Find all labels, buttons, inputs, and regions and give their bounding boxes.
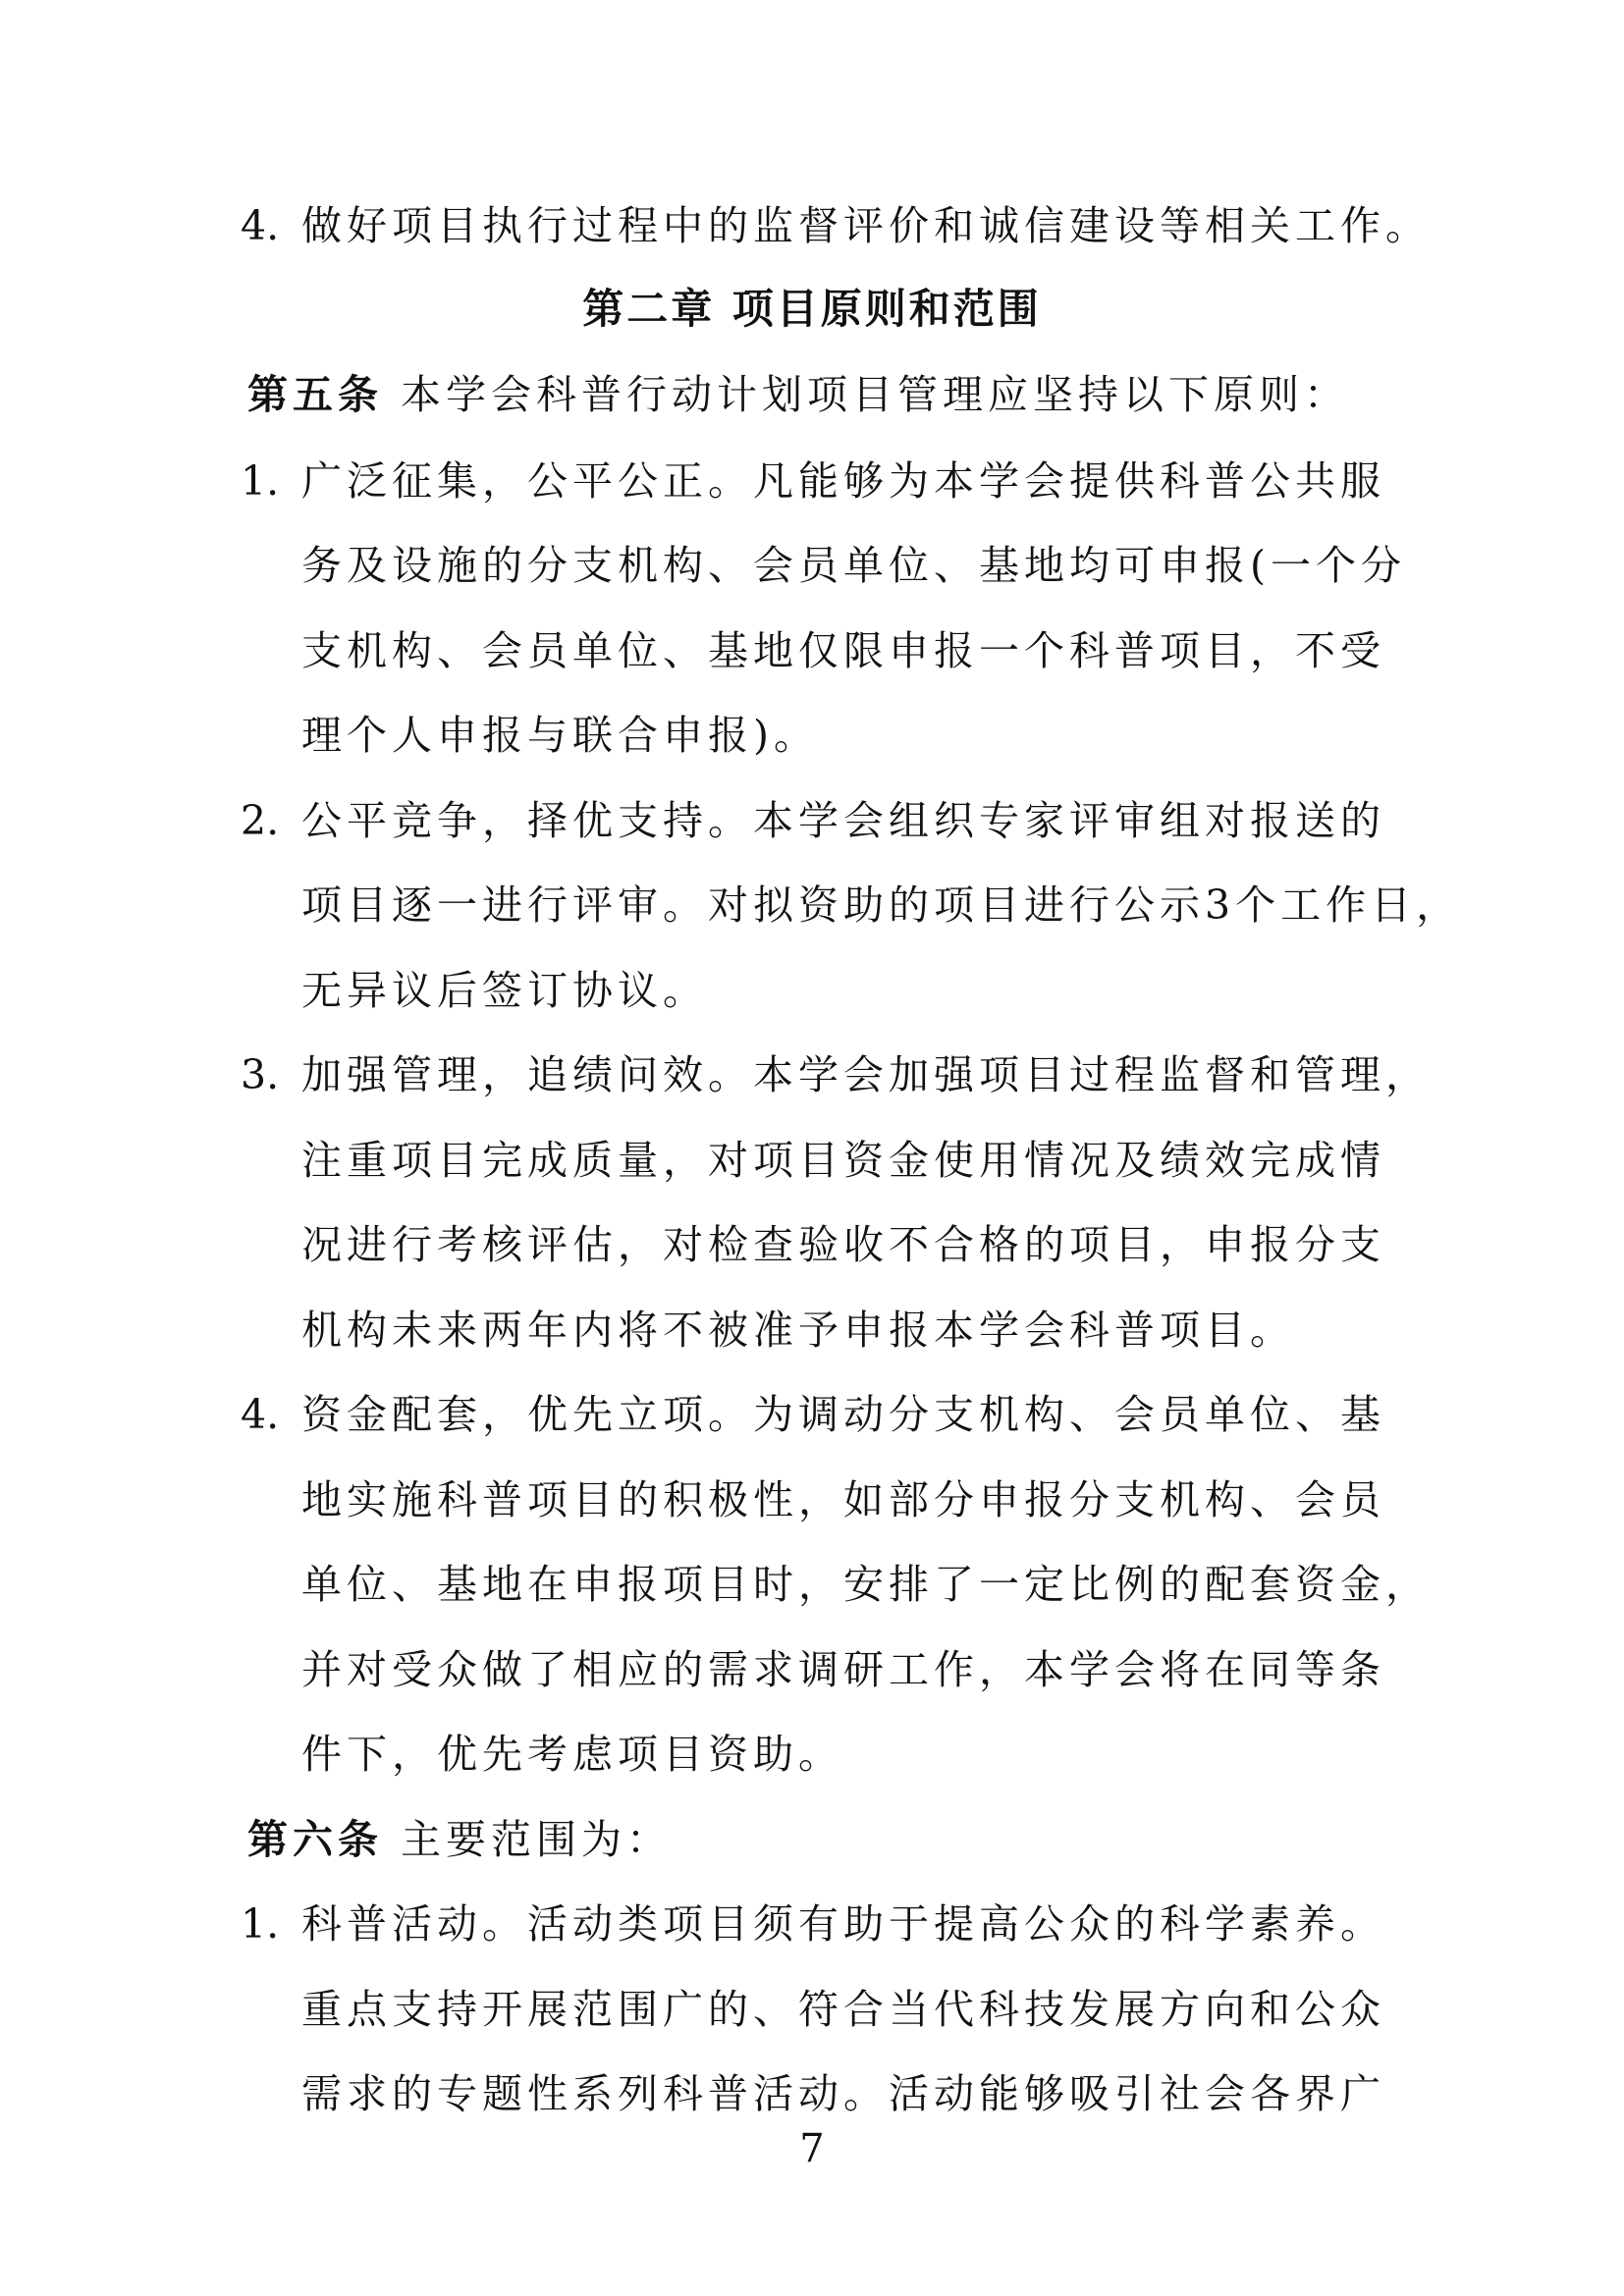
chapter-heading: 第二章 项目原则和范围: [582, 285, 1042, 333]
list-number: 1.: [241, 457, 280, 505]
principle-4-line-4: 并对受众做了相应的需求调研工作，本学会将在同等条: [301, 1646, 1385, 1693]
article-text: 主要范围为：: [383, 1816, 673, 1863]
list-number: 4.: [241, 1391, 280, 1438]
list-number: 4.: [241, 202, 280, 249]
scope-1-line-1: [241, 1895, 1385, 1953]
list-text: 公平竞争，择优支持。本学会组织专家评审组对报送的: [301, 797, 1385, 844]
principle-1-line-1: [241, 452, 1385, 510]
principle-2-line-2: 项目逐一进行评审。对拟资助的项目进行公示3个工作日，: [301, 881, 1462, 929]
principle-1-line-2: 务及设施的分支机构、会员单位、基地均可申报(一个分: [301, 542, 1406, 589]
list-text: 加强管理，追绩问效。本学会加强项目过程监督和管理，: [301, 1051, 1431, 1098]
principle-4-line-2: 地实施科普项目的积极性，如部分申报分支机构、会员: [301, 1476, 1385, 1523]
principle-2-line-1: [241, 791, 1385, 850]
list-number: 1.: [241, 1900, 280, 1948]
list-text: 广泛征集，公平公正。凡能够为本学会提供科普公共服: [301, 457, 1385, 505]
principle-1-line-3: 支机构、会员单位、基地仅限申报一个科普项目，不受: [301, 627, 1385, 674]
list-number: 3.: [241, 1051, 280, 1098]
article-6-heading: [247, 1810, 672, 1869]
principle-4-line-1: [241, 1385, 1385, 1444]
list-text: 资金配套，优先立项。为调动分支机构、会员单位、基: [301, 1391, 1385, 1438]
page-number: 7: [799, 2126, 825, 2171]
principle-4-line-5: 件下，优先考虑项目资助。: [301, 1731, 843, 1778]
principle-3-line-1: [241, 1045, 1431, 1104]
principle-3-line-4: 机构未来两年内将不被准予申报本学会科普项目。: [301, 1307, 1295, 1354]
article-5-heading: [247, 365, 1349, 424]
article-label: 第六条: [247, 1816, 383, 1863]
principle-1-line-4: 理个人申报与联合申报)。: [301, 712, 819, 759]
article-text: 本学会科普行动计划项目管理应坚持以下原则：: [383, 371, 1350, 418]
list-item-4-supervision: [241, 196, 1431, 255]
article-label: 第五条: [247, 371, 383, 418]
scope-1-line-3: 需求的专题性系列科普活动。活动能够吸引社会各界广: [301, 2070, 1385, 2117]
list-text: 做好项目执行过程中的监督评价和诚信建设等相关工作。: [301, 202, 1431, 249]
list-text: 科普活动。活动类项目须有助于提高公众的科学素养。: [301, 1900, 1385, 1948]
principle-3-line-3: 况进行考核评估，对检查验收不合格的项目，申报分支: [301, 1221, 1385, 1268]
principle-2-line-3: 无异议后签订协议。: [301, 967, 708, 1014]
list-number: 2.: [241, 797, 280, 844]
principle-3-line-2: 注重项目完成质量，对项目资金使用情况及绩效完成情: [301, 1137, 1385, 1184]
principle-4-line-3: 单位、基地在申报项目时，安排了一定比例的配套资金，: [301, 1561, 1431, 1608]
scope-1-line-2: 重点支持开展范围广的、符合当代科技发展方向和公众: [301, 1986, 1385, 2033]
